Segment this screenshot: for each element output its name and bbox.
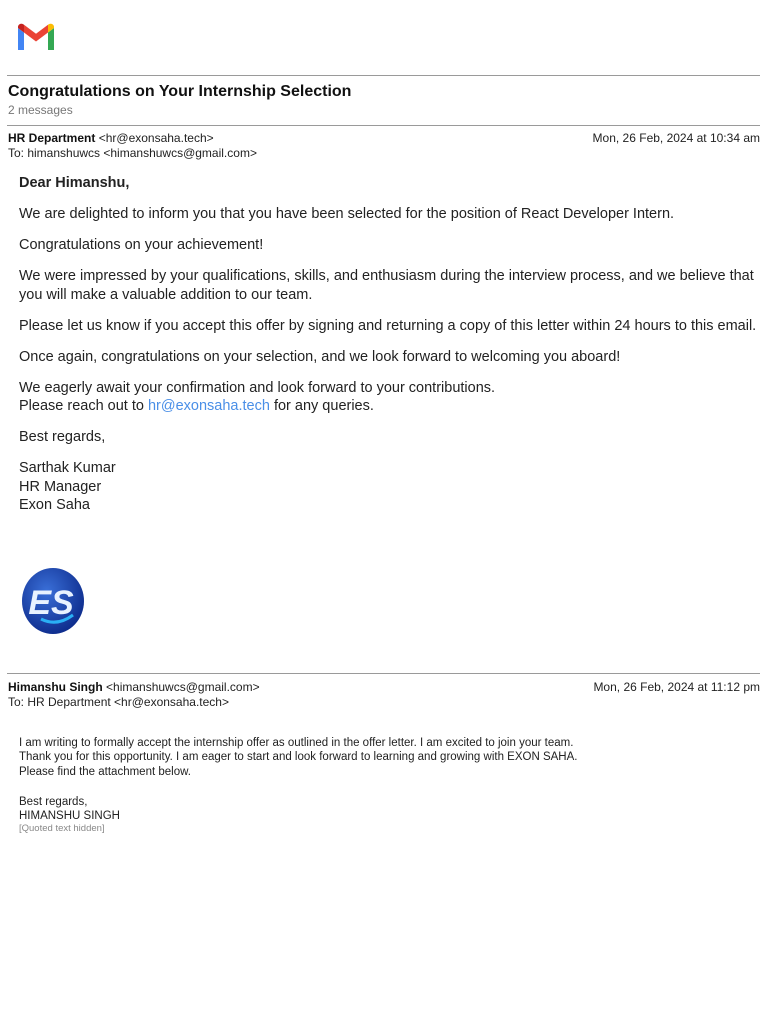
gmail-logo-icon [16, 22, 56, 52]
paragraph: Congratulations on your achievement! [19, 237, 264, 253]
recipient-line: To: himanshuwcs <himanshuwcs@gmail.com> [8, 146, 257, 160]
paragraph: We eagerly await your confirmation and look forward to your contributions. Please reach out to hr@exonsaha.tech for any queries. [19, 379, 496, 414]
message-date: Mon, 26 Feb, 2024 at 10:34 am [592, 131, 760, 145]
signature-title: HR Manager [19, 478, 102, 495]
signature-name: HIMANSHU SINGH [19, 810, 120, 823]
paragraph-line: Please find the attachment below. [19, 765, 191, 778]
signature [19, 459, 759, 515]
quoted-text-toggle[interactable]: [Quoted text hidden] [19, 823, 105, 835]
paragraph-line: I am writing to formally accept the internship offer as outlined in the offer letter. I am excited to join your team. [19, 737, 574, 749]
divider [7, 75, 760, 76]
sender-name[interactable]: HR Department [8, 131, 96, 145]
closing: Best regards, [19, 795, 88, 808]
es-company-logo-icon [21, 567, 85, 635]
recipient-line: To: HR Department <hr@exonsaha.tech> [8, 695, 229, 709]
message-header [8, 680, 260, 710]
paragraph-line: Thank you for this opportunity. I am eager to start and look forward to learning and growing with EXON SAHA. [19, 751, 578, 764]
signature-name: Sarthak Kumar [19, 460, 116, 476]
divider [7, 125, 760, 126]
message-body [19, 174, 759, 527]
svg-text:ES: ES [28, 584, 74, 622]
email-subject: Congratulations on Your Internship Selection [8, 83, 352, 100]
paragraph: Please let us know if you accept this offer by signing and returning a copy of this letter within 24 hours to this email. [19, 317, 757, 334]
paragraph-line: We eagerly await your confirmation and look forward to your contributions. [19, 379, 496, 396]
divider [7, 673, 760, 674]
email-link[interactable]: hr@exonsaha.tech [147, 398, 270, 414]
message-count: 2 messages [8, 103, 73, 117]
message-date: Mon, 26 Feb, 2024 at 11:12 pm [593, 680, 760, 694]
paragraph: Once again, congratulations on your selection, and we look forward to welcoming you aboard! [19, 348, 621, 365]
message-header [8, 131, 257, 161]
greeting: Dear Himanshu, [19, 175, 130, 191]
message-body [19, 736, 719, 835]
paragraph: We were impressed by your qualifications, skills, and enthusiasm during the interview process, and we believe that you will make a valuable addition to our team. [19, 268, 754, 303]
closing: Best regards, [19, 429, 106, 445]
sender-email: <himanshuwcs@gmail.com> [106, 680, 260, 694]
paragraph: We are delighted to inform you that you have been selected for the position of React Developer Intern. [19, 206, 675, 222]
signature-company: Exon Saha [19, 497, 90, 513]
sender-email: <hr@exonsaha.tech> [98, 131, 214, 145]
sender-name[interactable]: Himanshu Singh [8, 680, 103, 694]
